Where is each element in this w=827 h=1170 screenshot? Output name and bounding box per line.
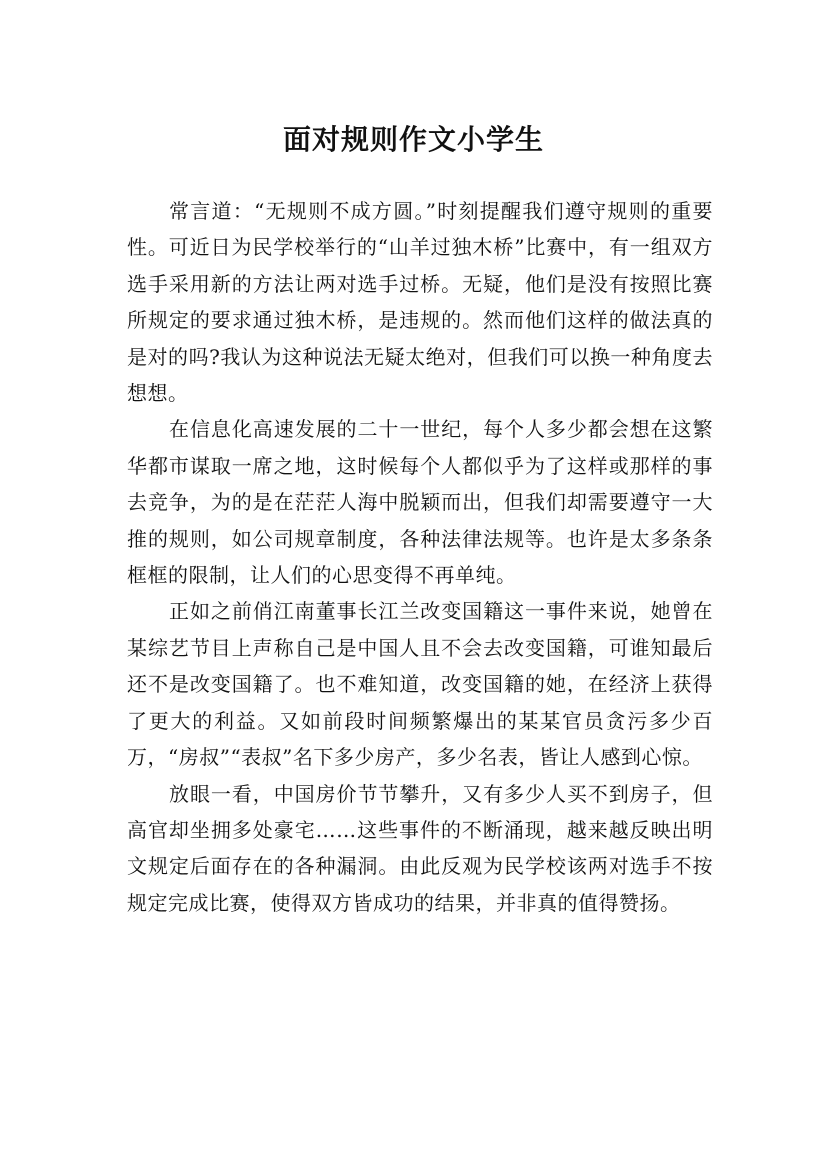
paragraph: 放眼一看，中国房价节节攀升，又有多少人买不到房子，但高官却坐拥多处豪宅……这些事件的不断涌现，越来越反映出明文规定后面存在的各种漏洞。由此反观为民学校该两对选手不按规定完成比赛，使得双方皆成功的结果，并非真的值得赞扬。 xyxy=(127,781,713,915)
paragraph: 常言道：“无规则不成方圆。”时刻提醒我们遵守规则的重要性。可近日为民学校举行的“山羊过独木桥”比赛中，有一组双方选手采用新的方法让两对选手过桥。无疑，他们是没有按照比赛所规定的要求通过独木桥，是违规的。然而他们这样的做法真的是对的吗?我认为这种说法无疑太绝对，但我们可以换一种角度去想想。 xyxy=(127,199,713,406)
document-title: 面对规则作文小学生 xyxy=(282,122,544,156)
paragraph: 在信息化高速发展的二十一世纪，每个人多少都会想在这繁华都市谋取一席之地，这时候每个人都似乎为了这样或那样的事去竞争，为的是在茫茫人海中脱颖而出，但我们却需要遵守一大推的规则，如公司规章制度，各种法律法规等。也许是太多条条框框的限制，让人们的心思变得不再单纯。 xyxy=(127,417,713,588)
document-body xyxy=(127,193,713,921)
paragraph: 正如之前俏江南董事长江兰改变国籍这一事件来说，她曾在某综艺节目上声称自己是中国人且不会去改变国籍，可谁知最后还不是改变国籍了。也不难知道，改变国籍的她，在经济上获得了更大的利益。又如前段时间频繁爆出的某某官员贪污多少百万，“房叔”“表叔”名下多少房产，多少名表，皆让人感到心惊。 xyxy=(127,599,713,770)
